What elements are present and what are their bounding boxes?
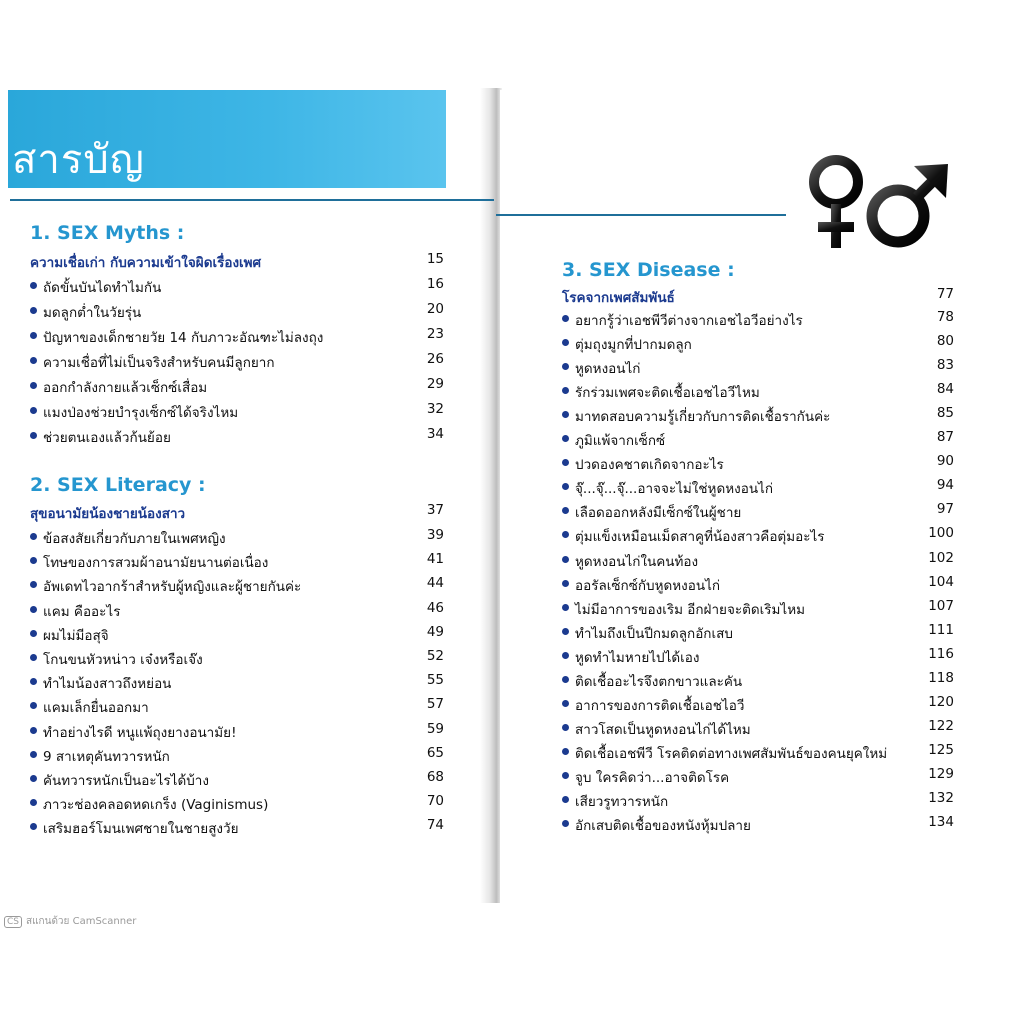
page-number: 104 — [928, 574, 954, 590]
toc-entry-label: เสียวรูทวารหนัก — [575, 794, 669, 810]
bullet-icon — [30, 432, 37, 439]
toc-entry[interactable] — [562, 694, 954, 716]
page-number: 57 — [426, 696, 444, 712]
bullet-icon — [562, 796, 569, 803]
bullet-icon — [30, 775, 37, 782]
bullet-icon — [30, 727, 37, 734]
toc-entry[interactable] — [562, 429, 954, 451]
male-symbol-ring — [872, 190, 924, 242]
toc-entry-label: เสริมฮอร์โมนเพศชายในชายสูงวัย — [43, 821, 239, 837]
bullet-icon — [562, 748, 569, 755]
section-title: 3. SEX Disease : — [562, 259, 735, 281]
bullet-icon — [562, 604, 569, 611]
toc-entry[interactable] — [30, 527, 444, 549]
page-number: 41 — [426, 551, 444, 567]
toc-entry-label: มดลูกต่ำในวัยรุ่น — [43, 305, 142, 321]
book-spine — [480, 88, 502, 903]
bullet-icon — [562, 628, 569, 635]
toc-entry-label: รักร่วมเพศจะติดเชื้อเอชไอวีไหม — [575, 385, 760, 401]
page-number: 100 — [928, 525, 954, 541]
page-number: 68 — [426, 769, 444, 785]
toc-entry-label: มาทดสอบความรู้เกี่ยวกับการติดเชื้อรากันค่ะ — [575, 409, 831, 425]
page-number: 15 — [426, 251, 444, 267]
section-subtitle-row[interactable] — [30, 502, 444, 524]
bullet-icon — [562, 652, 569, 659]
page-number: 37 — [426, 502, 444, 518]
page-number: 94 — [936, 477, 954, 493]
toc-entry[interactable] — [30, 376, 444, 398]
toc-entry-label: ติดเชื้อเอชพีวี โรคติดต่อทางเพศสัมพันธ์ของคนยุคใหม่ — [575, 746, 888, 762]
toc-entry[interactable] — [562, 646, 954, 668]
toc-entry[interactable] — [30, 793, 444, 815]
page-number: 29 — [426, 376, 444, 392]
bullet-icon — [30, 533, 37, 540]
bullet-icon — [30, 702, 37, 709]
bullet-icon — [562, 772, 569, 779]
page-number: 34 — [426, 426, 444, 442]
bullet-icon — [562, 676, 569, 683]
toc-entry[interactable] — [30, 769, 444, 791]
toc-entry[interactable] — [30, 351, 444, 373]
section-subtitle: โรคจากเพศสัมพันธ์ — [562, 290, 675, 306]
page-number: 32 — [426, 401, 444, 417]
page-number: 116 — [928, 646, 954, 662]
toc-entry-label: อัพเดทไวอากร้าสำหรับผู้หญิงและผู้ชายกันค่ะ — [43, 579, 302, 595]
page-number: 78 — [936, 309, 954, 325]
bullet-icon — [562, 507, 569, 514]
toc-entry[interactable] — [30, 600, 444, 622]
page-number: 85 — [936, 405, 954, 421]
toc-entry[interactable] — [30, 672, 444, 694]
bullet-icon — [562, 724, 569, 731]
toc-entry[interactable] — [30, 721, 444, 743]
toc-entry-label: ปัญหาของเด็กชายวัย 14 กับภาวะอัณฑะไม่ลงถุง — [43, 330, 324, 346]
toc-entry[interactable] — [30, 745, 444, 767]
bullet-icon — [562, 483, 569, 490]
toc-entry-label: ข้อสงสัยเกี่ยวกับภายในเพศหญิง — [43, 531, 226, 547]
page-number: 20 — [426, 301, 444, 317]
toc-entry-label: แมงป่องช่วยบำรุงเซ็กซ์ได้จริงไหม — [43, 405, 239, 421]
toc-entry[interactable] — [30, 301, 444, 323]
toc-entry[interactable] — [562, 574, 954, 596]
bullet-icon — [30, 799, 37, 806]
bullet-icon — [30, 678, 37, 685]
bullet-icon — [30, 382, 37, 389]
toc-entry[interactable] — [562, 381, 954, 403]
toc-entry[interactable] — [30, 326, 444, 348]
bullet-icon — [562, 315, 569, 322]
toc-entry-label: ผมไม่มีอสุจิ — [43, 628, 109, 644]
toc-entry-label: ตุ่มแข็งเหมือนเม็ดสาคูที่น้องสาวคือตุ่มอะไร — [575, 529, 825, 545]
scanner-text: สแกนด้วย CamScanner — [26, 916, 137, 927]
toc-entry[interactable] — [30, 276, 444, 298]
section-subtitle: ความเชื่อเก่า กับความเข้าใจผิดเรื่องเพศ — [30, 255, 262, 271]
toc-entry-label: ภาวะช่องคลอดหดเกร็ง (Vaginismus) — [43, 797, 269, 813]
page-number: 120 — [928, 694, 954, 710]
toc-entry-label: จูบ ใครคิดว่า...อาจติดโรค — [575, 770, 730, 786]
page-number: 49 — [426, 624, 444, 640]
bullet-icon — [562, 580, 569, 587]
toc-entry-label: คันทวารหนักเป็นอะไรได้บ้าง — [43, 773, 209, 789]
toc-entry-label: อยากรู้ว่าเอชพีวีต่างจากเอชไอวีอย่างไร — [575, 313, 803, 329]
toc-entry[interactable] — [562, 814, 954, 836]
bullet-icon — [30, 557, 37, 564]
bullet-icon — [562, 435, 569, 442]
bullet-icon — [562, 700, 569, 707]
toc-entry[interactable] — [562, 718, 954, 740]
bullet-icon — [30, 282, 37, 289]
bullet-icon — [30, 751, 37, 758]
page-number: 97 — [936, 501, 954, 517]
toc-entry[interactable] — [30, 401, 444, 423]
bullet-icon — [30, 606, 37, 613]
toc-entry-label: ทำไมถึงเป็นปีกมดลูกอักเสบ — [575, 626, 733, 642]
bullet-icon — [30, 581, 37, 588]
toc-entry[interactable] — [30, 624, 444, 646]
toc-entry[interactable] — [562, 670, 954, 692]
page-number: 125 — [928, 742, 954, 758]
female-symbol-bar — [818, 222, 854, 232]
page-number: 84 — [936, 381, 954, 397]
toc-entry-label: ปวดองคชาตเกิดจากอะไร — [575, 457, 724, 473]
page-number: 132 — [928, 790, 954, 806]
toc-entry-label: ติดเชื้ออะไรจึงตกขาวและคัน — [575, 674, 743, 690]
toc-entry-label: ออกกำลังกายแล้วเซ็กซ์เสื่อม — [43, 380, 208, 396]
page-number: 26 — [426, 351, 444, 367]
toc-entry[interactable] — [562, 309, 954, 331]
toc-entry-label: ภูมิแพ้จากเซ็กซ์ — [575, 433, 666, 449]
page-number: 23 — [426, 326, 444, 342]
left-divider — [10, 199, 494, 201]
toc-entry[interactable] — [562, 333, 954, 355]
page-number: 70 — [426, 793, 444, 809]
toc-entry-label: ถัดขั้นบันไดทำไมกัน — [43, 280, 162, 296]
page-number: 65 — [426, 745, 444, 761]
toc-entry[interactable] — [562, 405, 954, 427]
bullet-icon — [30, 630, 37, 637]
bullet-icon — [562, 459, 569, 466]
section-subtitle-row[interactable] — [30, 251, 444, 273]
page-number: 59 — [426, 721, 444, 737]
toc-entry-label: หูดหงอนไก่ — [575, 361, 641, 377]
toc-entry-label: ทำอย่างไรดี หนูแพ้ถุงยางอนามัย! — [43, 725, 237, 741]
toc-entry[interactable] — [562, 790, 954, 812]
toc-entry-label: ตุ่มถุงมูกที่ปากมดลูก — [575, 337, 692, 353]
bullet-icon — [562, 820, 569, 827]
page-number: 16 — [426, 276, 444, 292]
page-number: 134 — [928, 814, 954, 830]
toc-entry[interactable] — [562, 622, 954, 644]
toc-entry-label: ช่วยตนเองแล้วก้นย้อย — [43, 430, 171, 446]
toc-entry-label: ไม่มีอาการของเริม อีกฝ่ายจะติดเริมไหม — [575, 602, 805, 618]
toc-entry-label: 9 สาเหตุคันทวารหนัก — [43, 749, 170, 765]
toc-entry[interactable] — [562, 501, 954, 523]
page-number: 111 — [928, 622, 954, 638]
page-number: 90 — [936, 453, 954, 469]
bullet-icon — [30, 332, 37, 339]
toc-entry-label: ออรัลเซ็กซ์กับหูดหงอนไก่ — [575, 578, 721, 594]
toc-entry[interactable] — [562, 525, 954, 547]
toc-entry[interactable] — [30, 575, 444, 597]
page-number: 107 — [928, 598, 954, 614]
page-number: 52 — [426, 648, 444, 664]
bullet-icon — [562, 556, 569, 563]
bullet-icon — [30, 307, 37, 314]
toc-entry-label: อาการของการติดเชื้อเอชไอวี — [575, 698, 745, 714]
bullet-icon — [562, 531, 569, 538]
toc-entry-label: หูดหงอนไก่ในคนท้อง — [575, 554, 699, 570]
toc-entry-label: ทำไมน้องสาวถึงหย่อน — [43, 676, 172, 692]
page-number: 122 — [928, 718, 954, 734]
scanner-badge: CS — [4, 916, 22, 928]
page-number: 83 — [936, 357, 954, 373]
bullet-icon — [562, 363, 569, 370]
toc-entry[interactable] — [562, 477, 954, 499]
toc-entry-label: แคม คืออะไร — [43, 604, 121, 620]
toc-entry-label: แคมเล็กยื่นออกมา — [43, 700, 149, 716]
bullet-icon — [30, 407, 37, 414]
bullet-icon — [30, 357, 37, 364]
scanner-watermark — [4, 914, 136, 929]
toc-entry[interactable] — [30, 696, 444, 718]
section-subtitle: สุขอนามัยน้องชายน้องสาว — [30, 506, 186, 522]
page-number: 46 — [426, 600, 444, 616]
toc-entry[interactable] — [562, 766, 954, 788]
page-title: สารบัญ — [12, 137, 145, 183]
toc-entry[interactable] — [30, 648, 444, 670]
toc-entry-label: จุ๊...จุ๊...จุ๊...อาจจะไม่ใช่หูดหงอนไก่ — [575, 481, 774, 497]
toc-entry-label: หูดทำไมหายไปได้เอง — [575, 650, 700, 666]
toc-entry[interactable] — [562, 550, 954, 572]
page-number: 39 — [426, 527, 444, 543]
section-subtitle-row[interactable] — [562, 286, 954, 308]
toc-entry-label: โทษของการสวมผ้าอนามัยนานต่อเนื่อง — [43, 555, 269, 571]
toc-entry-label: สาวโสดเป็นหูดหงอนไก่ได้ไหม — [575, 722, 751, 738]
page-number: 74 — [426, 817, 444, 833]
page-number: 102 — [928, 550, 954, 566]
toc-entry-label: โกนขนหัวหน่าว เจ๋งหรือเจ๊ง — [43, 652, 203, 668]
page-number: 55 — [426, 672, 444, 688]
female-male-symbols-icon — [796, 150, 956, 260]
toc-entry[interactable] — [30, 426, 444, 448]
bullet-icon — [562, 387, 569, 394]
toc-entry[interactable] — [30, 817, 444, 839]
bullet-icon — [562, 411, 569, 418]
bullet-icon — [30, 654, 37, 661]
page-number: 77 — [936, 286, 954, 302]
page-number: 129 — [928, 766, 954, 782]
page-number: 118 — [928, 670, 954, 686]
toc-entry[interactable] — [562, 357, 954, 379]
toc-entry[interactable] — [562, 453, 954, 475]
section-title: 2. SEX Literacy : — [30, 474, 206, 496]
section-title: 1. SEX Myths : — [30, 222, 185, 244]
page-number: 44 — [426, 575, 444, 591]
page-number: 87 — [936, 429, 954, 445]
right-divider — [496, 214, 786, 216]
toc-entry-label: เลือดออกหลังมีเซ็กซ์ในผู้ชาย — [575, 505, 742, 521]
toc-entry[interactable] — [562, 598, 954, 620]
toc-entry[interactable] — [562, 742, 954, 764]
page-number: 80 — [936, 333, 954, 349]
toc-entry[interactable] — [30, 551, 444, 573]
female-symbol-ring — [814, 160, 858, 204]
toc-entry-label: ความเชื่อที่ไม่เป็นจริงสำหรับคนมีลูกยาก — [43, 355, 275, 371]
toc-entry-label: อักเสบติดเชื้อของหนังหุ้มปลาย — [575, 818, 751, 834]
bullet-icon — [30, 823, 37, 830]
bullet-icon — [562, 339, 569, 346]
